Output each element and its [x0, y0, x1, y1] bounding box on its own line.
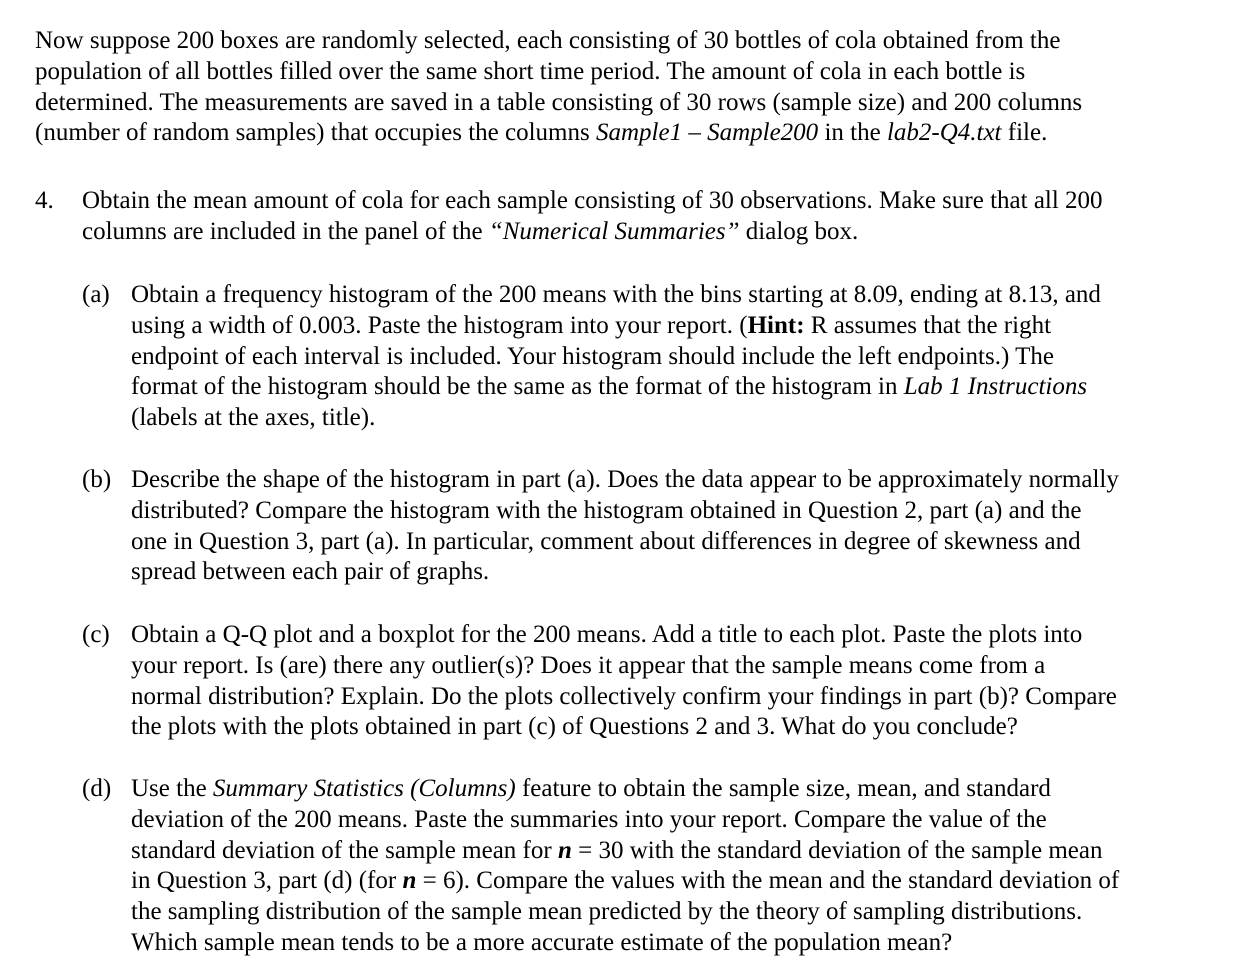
part-line: the plots with the plots obtained in part (c) of Questions 2 and 3. What do you conclude?: [131, 713, 1018, 741]
question-number: 4.: [35, 187, 54, 214]
part-d-label: (d): [82, 775, 112, 802]
part-text: standard deviation of the sample mean for: [131, 836, 558, 864]
part-a-text: [131, 280, 1101, 434]
hint-label: Hint:: [747, 311, 805, 339]
part-line: your report. Is (are) there any outlier(s)? Does it appear that the sample means come from a: [131, 651, 1046, 679]
range-dash: –: [682, 119, 708, 147]
part-line: Obtain a frequency histogram of the 200 means with the bins starting at 8.09, ending at 8.13, and: [131, 281, 1101, 308]
intro-text: file.: [1001, 119, 1048, 147]
intro-text: (number of random samples) that occupies the columns: [35, 119, 596, 147]
part-line: [131, 774, 1119, 805]
variable-n: n: [402, 867, 417, 895]
part-line: deviation of the 200 means. Paste the summaries into your report. Compare the value of the: [131, 805, 1047, 833]
intro-text: in the: [818, 119, 887, 147]
part-d-text: [131, 774, 1119, 959]
part-text: in Question 3, part (d) (for: [131, 867, 403, 895]
part-line: Obtain a Q-Q plot and a boxplot for the 200 means. Add a title to each plot. Paste the plots into: [131, 621, 1083, 648]
column-end-name: Sample200: [707, 119, 819, 147]
part-line: [131, 836, 1119, 867]
document-name: Lab 1 Instructions: [903, 373, 1088, 401]
part-line: distributed? Compare the histogram with the histogram obtained in Question 2, part (a) and the: [131, 496, 1082, 524]
column-start-name: Sample1: [595, 119, 683, 147]
part-text: feature to obtain the sample size, mean, and standard: [515, 775, 1051, 802]
part-line: (labels at the axes, title).: [131, 404, 376, 432]
part-line: normal distribution? Explain. Do the plots collectively confirm your findings in part (b)? Compare: [131, 682, 1117, 710]
intro-paragraph: [35, 26, 1082, 149]
intro-line: [35, 118, 1082, 149]
part-text: = 6). Compare the values with the mean and the standard deviation of: [416, 867, 1120, 895]
question-line: Obtain the mean amount of cola for each sample consisting of 30 observations. Make sure that all 200: [82, 187, 1103, 214]
question-4-text: [82, 186, 1103, 248]
question-text: columns are included in the panel of the: [82, 217, 489, 245]
part-b-label: (b): [82, 466, 112, 493]
feature-name: Summary Statistics (Columns): [212, 775, 516, 802]
part-line: [131, 866, 1119, 897]
part-text: using a width of 0.003. Paste the histogram into your report. (: [131, 311, 748, 339]
part-text: Use the: [131, 775, 213, 802]
part-line: Which sample mean tends to be a more accurate estimate of the population mean?: [131, 928, 953, 956]
part-line: Describe the shape of the histogram in part (a). Does the data appear to be approximately normally: [131, 466, 1119, 493]
part-text: = 30 with the standard deviation of the sample mean: [571, 836, 1103, 864]
variable-n: n: [557, 836, 572, 864]
part-line: spread between each pair of graphs.: [131, 558, 490, 586]
part-line: one in Question 3, part (a). In particular, comment about differences in degree of skewness and: [131, 527, 1081, 555]
intro-line: determined. The measurements are saved in a table consisting of 30 rows (sample size) and 200 columns: [35, 88, 1083, 116]
part-line: the sampling distribution of the sample mean predicted by the theory of sampling distributions.: [131, 898, 1083, 926]
part-c-label: (c): [82, 621, 110, 648]
part-line: [131, 311, 1101, 342]
part-c-text: [131, 620, 1117, 743]
part-text: R assumes that the right: [804, 311, 1052, 339]
question-text: dialog box.: [739, 217, 859, 245]
part-a-label: (a): [82, 281, 110, 308]
part-b-text: [131, 465, 1119, 588]
part-text: format of the histogram should be the same as the format of the histogram in: [131, 373, 904, 401]
intro-line: Now suppose 200 boxes are randomly selected, each consisting of 30 bottles of cola obtained from the: [35, 27, 1061, 54]
part-line: [131, 372, 1101, 403]
intro-line: population of all bottles filled over the same short time period. The amount of cola in each bottle is: [35, 57, 1026, 85]
dialog-name: “Numerical Summaries”: [488, 217, 740, 245]
part-line: endpoint of each interval is included. Your histogram should include the left endpoints.) The: [131, 342, 1054, 370]
question-line: [82, 217, 1103, 248]
file-name: lab2-Q4.txt: [886, 119, 1002, 147]
